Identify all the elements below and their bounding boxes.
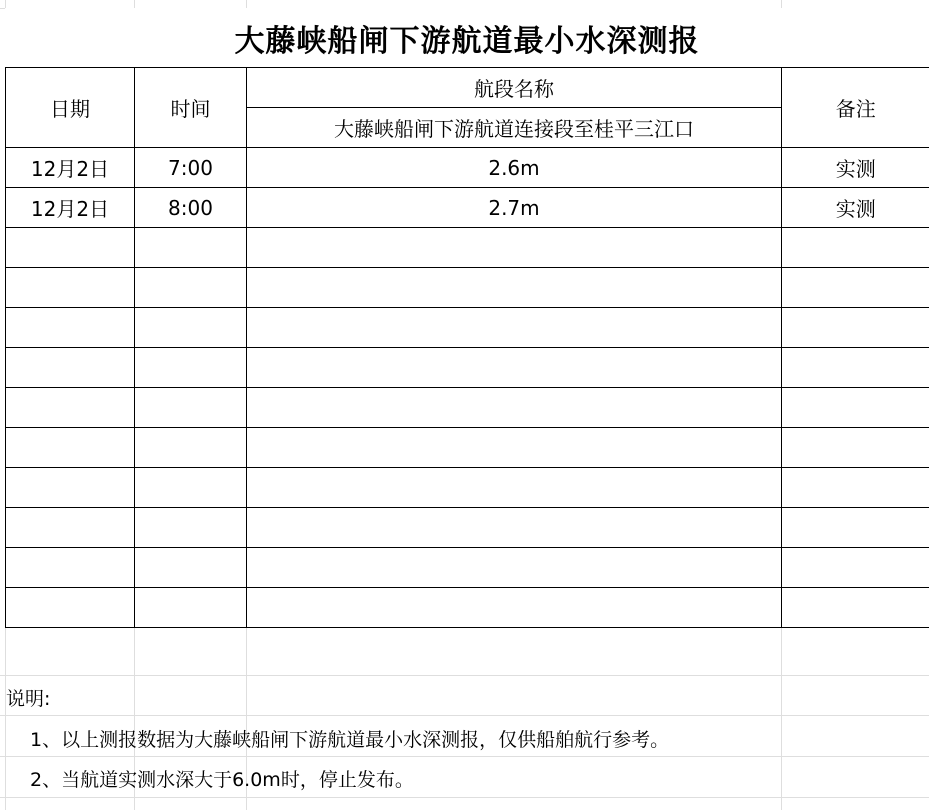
depth-cell[interactable]: 2.7m	[247, 188, 782, 228]
date-cell[interactable]	[6, 508, 135, 548]
remark-cell[interactable]: 实测	[782, 148, 929, 188]
time-cell[interactable]	[135, 548, 247, 588]
date-cell[interactable]	[6, 468, 135, 508]
remark-cell[interactable]	[782, 468, 929, 508]
depth-cell[interactable]	[247, 468, 782, 508]
table-row	[6, 548, 929, 588]
time-cell[interactable]	[135, 388, 247, 428]
table-row	[6, 468, 929, 508]
table-row	[6, 428, 929, 468]
depth-cell[interactable]	[247, 588, 782, 628]
depth-cell[interactable]	[247, 428, 782, 468]
remark-cell[interactable]: 实测	[782, 188, 929, 228]
gridline	[0, 675, 929, 676]
remark-cell[interactable]	[782, 268, 929, 308]
sheet-title: 大藤峡船闸下游航道最小水深测报	[5, 8, 929, 68]
date-cell[interactable]	[6, 588, 135, 628]
note-item-2: 2、当航道实测水深大于6.0m时，停止发布。	[30, 769, 414, 791]
date-cell[interactable]	[6, 428, 135, 468]
time-cell[interactable]	[135, 468, 247, 508]
date-cell[interactable]	[6, 308, 135, 348]
time-header[interactable]: 时间	[135, 68, 247, 148]
segment-label-header[interactable]: 航段名称	[247, 68, 782, 108]
time-cell[interactable]	[135, 348, 247, 388]
remark-cell[interactable]	[782, 228, 929, 268]
table-body	[6, 148, 929, 628]
header-row	[6, 68, 929, 108]
remark-cell[interactable]	[782, 388, 929, 428]
table-row	[6, 228, 929, 268]
gridline	[0, 756, 929, 757]
gridline	[0, 715, 929, 716]
segment-name-header[interactable]: 大藤峡船闸下游航道连接段至桂平三江口	[247, 108, 782, 148]
remark-cell[interactable]	[782, 548, 929, 588]
table-row	[6, 388, 929, 428]
remark-cell[interactable]	[782, 348, 929, 388]
date-cell[interactable]	[6, 348, 135, 388]
depth-cell[interactable]	[247, 268, 782, 308]
depth-cell[interactable]: 2.6m	[247, 148, 782, 188]
note-item-1: 1、以上测报数据为大藤峡船闸下游航道最小水深测报，仅供船舶航行参考。	[30, 729, 670, 751]
depth-cell[interactable]	[247, 548, 782, 588]
depth-cell[interactable]	[247, 348, 782, 388]
table-row	[6, 508, 929, 548]
table-row	[6, 308, 929, 348]
table-row	[6, 188, 929, 228]
table-row	[6, 348, 929, 388]
time-cell[interactable]	[135, 428, 247, 468]
date-cell[interactable]	[6, 228, 135, 268]
remark-header[interactable]: 备注	[782, 68, 929, 148]
depth-report-table	[5, 67, 929, 628]
remark-cell[interactable]	[782, 308, 929, 348]
time-cell[interactable]	[135, 308, 247, 348]
remark-cell[interactable]	[782, 508, 929, 548]
date-cell[interactable]: 12月2日	[6, 188, 135, 228]
time-cell[interactable]	[135, 508, 247, 548]
depth-cell[interactable]	[247, 388, 782, 428]
time-cell[interactable]	[135, 588, 247, 628]
time-cell[interactable]	[135, 268, 247, 308]
time-cell[interactable]: 7:00	[135, 148, 247, 188]
table-row	[6, 588, 929, 628]
time-cell[interactable]: 8:00	[135, 188, 247, 228]
notes-heading: 说明:	[6, 688, 51, 710]
depth-cell[interactable]	[247, 228, 782, 268]
remark-cell[interactable]	[782, 588, 929, 628]
date-cell[interactable]	[6, 388, 135, 428]
table-row	[6, 268, 929, 308]
date-cell[interactable]	[6, 548, 135, 588]
table-row	[6, 148, 929, 188]
date-header[interactable]: 日期	[6, 68, 135, 148]
depth-cell[interactable]	[247, 508, 782, 548]
remark-cell[interactable]	[782, 428, 929, 468]
gridline	[0, 797, 929, 798]
date-cell[interactable]: 12月2日	[6, 148, 135, 188]
time-cell[interactable]	[135, 228, 247, 268]
depth-cell[interactable]	[247, 308, 782, 348]
date-cell[interactable]	[6, 268, 135, 308]
